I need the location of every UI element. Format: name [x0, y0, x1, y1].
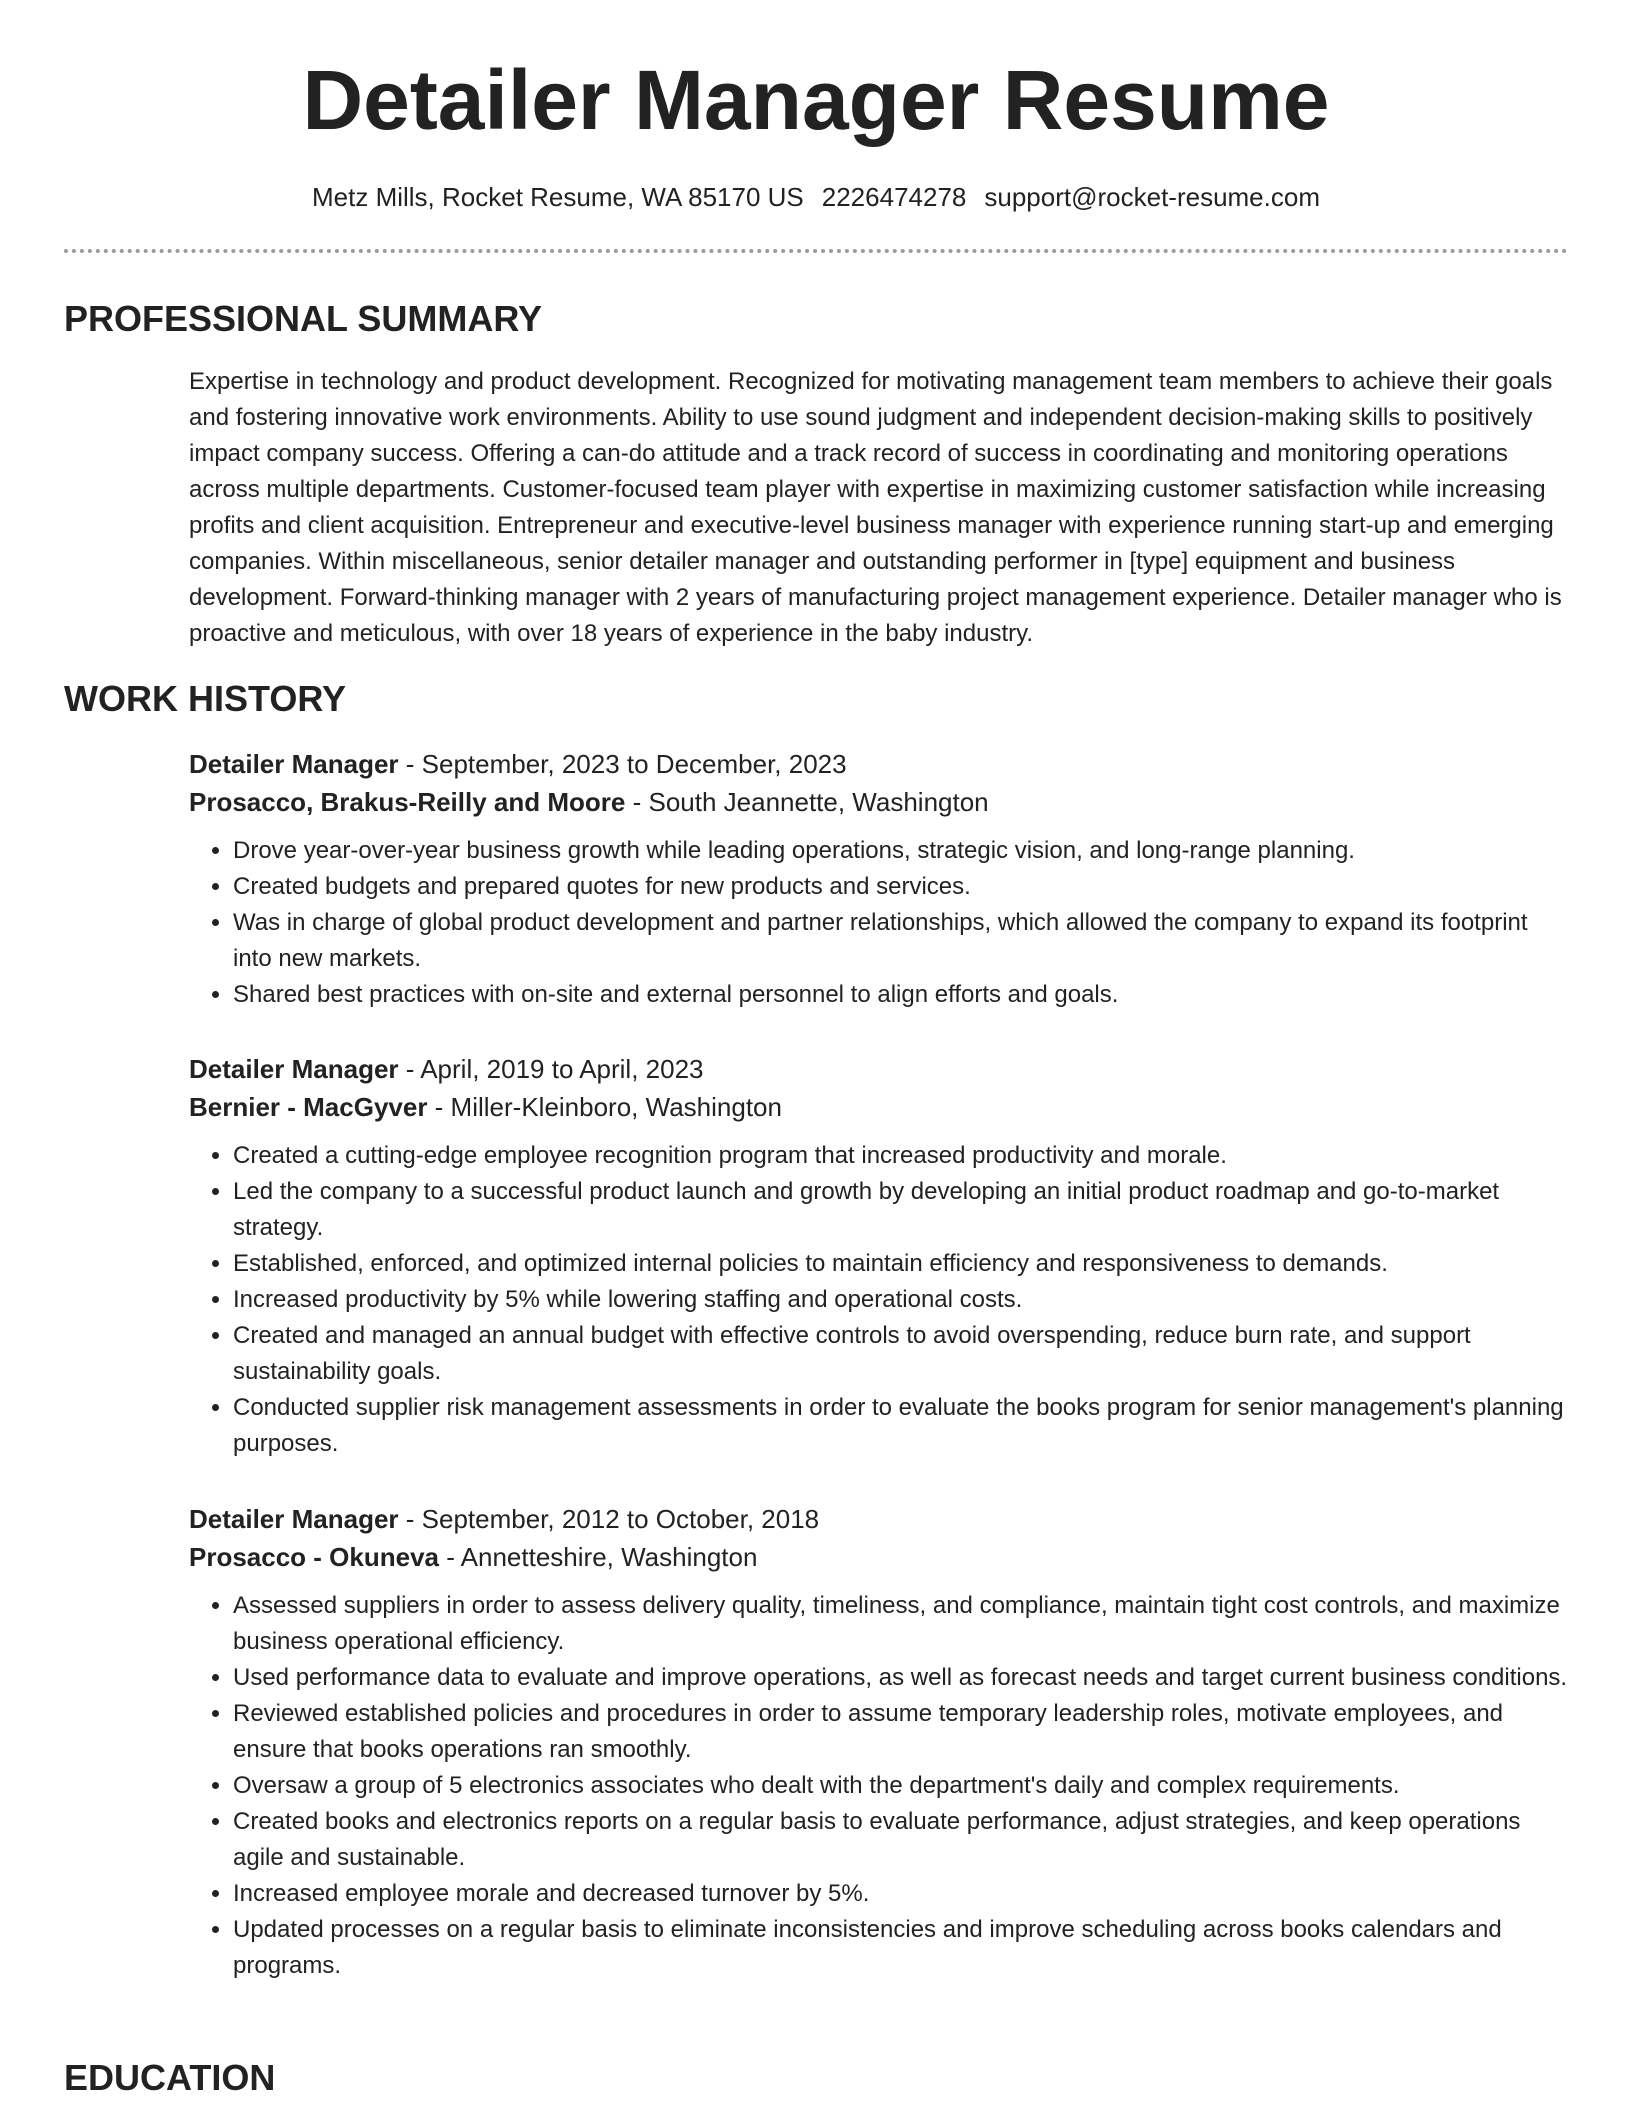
contact-address: Metz Mills, Rocket Resume, WA 85170 US — [312, 182, 804, 212]
education-heading: EDUCATION — [64, 2057, 276, 2098]
job-bullet: • Oversaw a group of 5 electronics associates who dealt with the department's daily and complex requirements. — [233, 1768, 1569, 1804]
job-bullet: • Established, enforced, and optimized internal policies to maintain efficiency and responsiveness to demands. — [233, 1246, 1569, 1282]
job-bullet: • Conducted supplier risk management assessments in order to evaluate the books program for senior management's planning purposes. — [233, 1390, 1569, 1462]
job-bullet: • Led the company to a successful product launch and growth by developing an initial product roadmap and go-to-market strategy. — [233, 1174, 1569, 1246]
job-bullet: • Updated processes on a regular basis to eliminate inconsistencies and improve scheduling across books calendars and programs. — [233, 1912, 1569, 1984]
summary-text: Expertise in technology and product development. Recognized for motivating management team members to achieve their goals and fostering innovative work environments. Ability to use sound judgment and independent decision-making skills to positively impact company success. Offering a can-do attitude and a track record of success in coordinating and monitoring operations across multiple departments. Customer-focused team player with expertise in maximizing customer satisfaction while increasing profits and client acquisition. Entrepreneur and executive-level business manager with experience running start-up and emerging companies. Within miscellaneous, senior detailer manager and outstanding performer in [type] equipment and business development. Forward-thinking manager with 2 years of manufacturing project management experience. Detailer manager who is proactive and meticulous, with over 18 years of experience in the baby industry. — [189, 368, 1562, 647]
job-location: - South Jeannette, Washington — [625, 787, 989, 817]
job-dates: - April, 2019 to April, 2023 — [398, 1054, 704, 1084]
job-location: - Miller-Kleinboro, Washington — [427, 1092, 782, 1122]
job-bullet: • Assessed suppliers in order to assess delivery quality, timeliness, and compliance, maintain tight cost controls, and maximize business operational efficiency. — [233, 1588, 1569, 1660]
job-bullet: • Created books and electronics reports on a regular basis to evaluate performance, adjust strategies, and keep operations agile and sustainable. — [233, 1804, 1569, 1876]
summary-heading: PROFESSIONAL SUMMARY — [64, 298, 543, 339]
job-company: Prosacco - Okuneva — [189, 1542, 439, 1572]
job-role: Detailer Manager — [189, 749, 399, 779]
job-role: Detailer Manager — [189, 1054, 399, 1084]
job-dates: - September, 2012 to October, 2018 — [398, 1504, 820, 1534]
job-bullet: • Used performance data to evaluate and improve operations, as well as forecast needs and target current business conditions. — [233, 1660, 1569, 1696]
job-entry — [189, 745, 1569, 1013]
job-title-line — [189, 1050, 1569, 1088]
contact-line — [64, 181, 1568, 215]
job-company-line — [189, 1538, 1569, 1576]
job-entry — [189, 1500, 1569, 1984]
work-history-heading: WORK HISTORY — [64, 678, 347, 719]
job-bullet: • Increased employee morale and decreased turnover by 5%. — [233, 1876, 1569, 1912]
job-title-line — [189, 745, 1569, 783]
job-bullet: • Created a cutting-edge employee recognition program that increased productivity and morale. — [233, 1138, 1569, 1174]
job-title-line — [189, 1500, 1569, 1538]
header-divider — [64, 249, 1568, 253]
job-company-line — [189, 1088, 1569, 1126]
job-role: Detailer Manager — [189, 1504, 399, 1534]
job-bullet: • Created budgets and prepared quotes for new products and services. — [233, 869, 1569, 905]
job-company-line — [189, 783, 1569, 821]
job-bullet: • Drove year-over-year business growth while leading operations, strategic vision, and long-range planning. — [233, 833, 1569, 869]
contact-email: support@rocket-resume.com — [984, 182, 1320, 212]
job-bullet: • Created and managed an annual budget with effective controls to avoid overspending, reduce burn rate, and support sustainability goals. — [233, 1318, 1569, 1390]
job-bullet: • Shared best practices with on-site and external personnel to align efforts and goals. — [233, 977, 1569, 1013]
contact-phone: 2226474278 — [821, 182, 967, 212]
job-bullet: • Reviewed established policies and procedures in order to assume temporary leadership roles, motivate employees, and ensure that books operations ran smoothly. — [233, 1696, 1569, 1768]
job-company: Prosacco, Brakus-Reilly and Moore — [189, 787, 626, 817]
job-bullets — [189, 833, 1569, 1013]
job-bullets — [189, 1588, 1569, 1984]
job-bullets — [189, 1138, 1569, 1462]
job-dates: - September, 2023 to December, 2023 — [398, 749, 847, 779]
job-company: Bernier - MacGyver — [189, 1092, 428, 1122]
job-location: - Annetteshire, Washington — [439, 1542, 758, 1572]
job-entry — [189, 1050, 1569, 1462]
resume-title: Detailer Manager Resume — [302, 53, 1330, 147]
job-bullet: • Increased productivity by 5% while lowering staffing and operational costs. — [233, 1282, 1569, 1318]
job-bullet: • Was in charge of global product development and partner relationships, which allowed the company to expand its footprint into new markets. — [233, 905, 1569, 977]
